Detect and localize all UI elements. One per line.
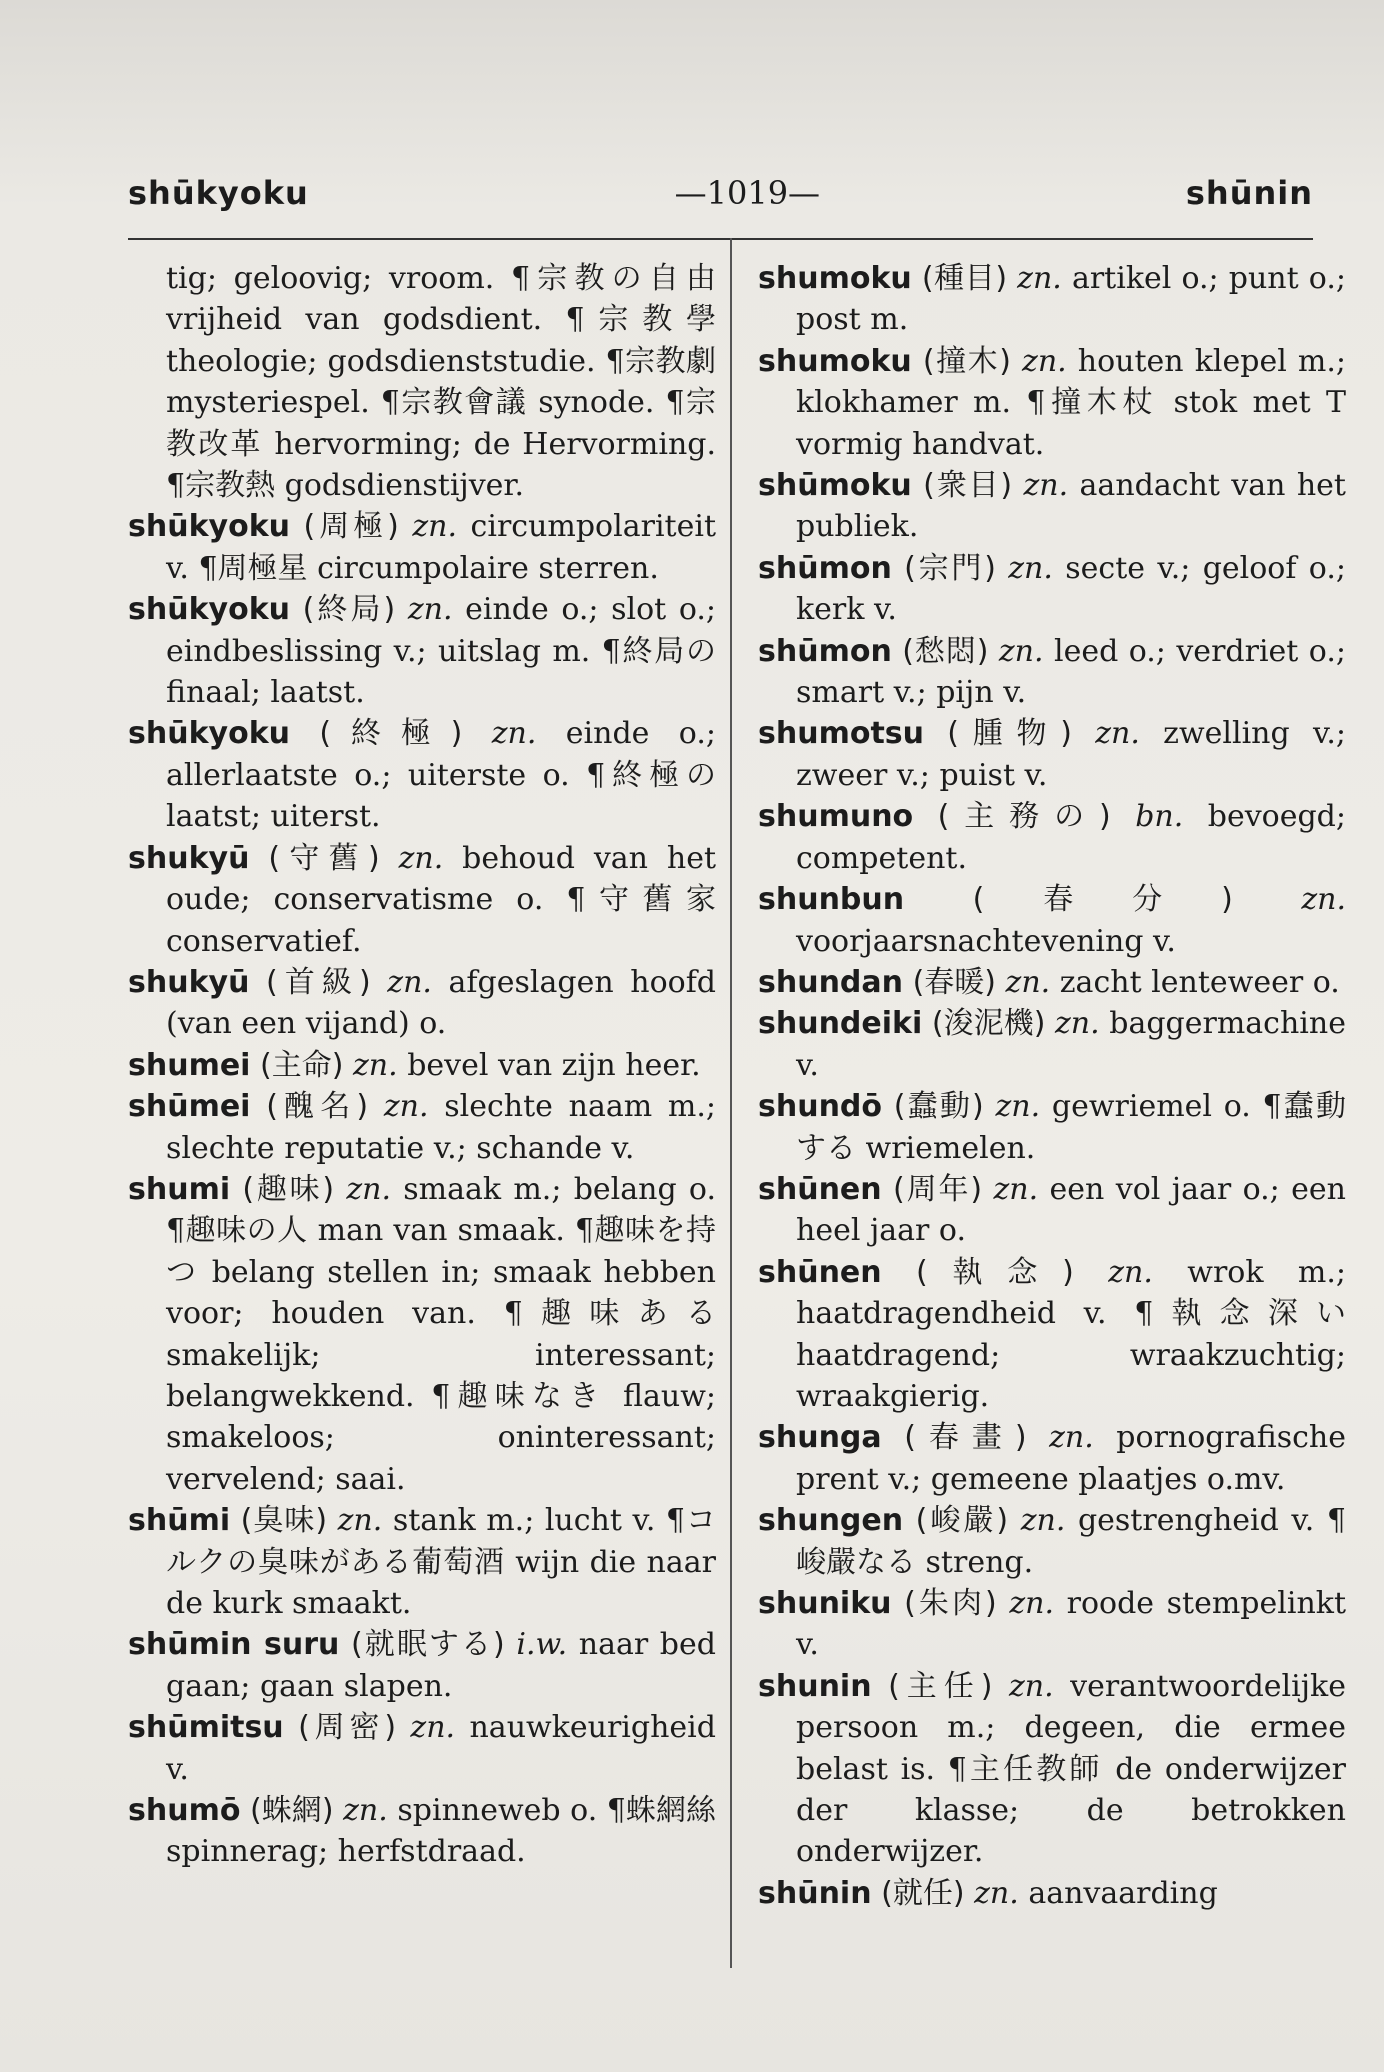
dictionary-entry xyxy=(758,1417,1346,1500)
entry-part-of-speech: zn. xyxy=(343,1793,388,1829)
entry-headword: shumō xyxy=(128,1793,241,1829)
entry-kanji: (就眠する) xyxy=(350,1627,505,1663)
entry-headword: shūnen xyxy=(758,1254,882,1290)
entry-kanji: (就任) xyxy=(881,1875,965,1911)
entry-kanji: (終極) xyxy=(319,716,463,752)
entry-part-of-speech: i.w. xyxy=(516,1627,568,1663)
entry-kanji: (首級) xyxy=(266,964,371,1000)
entry-headword: shūmi xyxy=(128,1503,231,1539)
dictionary-entry xyxy=(128,1045,716,1086)
entry-headword: shumuno xyxy=(758,799,914,835)
entry-kanji: (腫物) xyxy=(947,716,1072,752)
dictionary-entry xyxy=(758,1169,1346,1252)
entry-kanji: (周極) xyxy=(303,509,399,545)
entry-part-of-speech: zn. xyxy=(407,592,453,628)
right-column xyxy=(758,258,1346,1914)
entry-definition: gestrengheid v. ¶峻嚴なる streng. xyxy=(796,1503,1346,1580)
dictionary-entry xyxy=(758,1666,1346,1873)
dictionary-entry xyxy=(758,341,1346,465)
entry-headword: shūmon xyxy=(758,550,892,586)
dictionary-entry xyxy=(128,1086,716,1169)
entry-part-of-speech: zn. xyxy=(998,633,1044,669)
entry-part-of-speech: zn. xyxy=(1301,882,1346,918)
entry-definition: leed o.; verdriet o.; smart v.; pijn v. xyxy=(796,633,1346,711)
entry-part-of-speech: zn. xyxy=(412,509,458,545)
dictionary-entry xyxy=(128,1169,716,1500)
entry-kanji: (朱肉) xyxy=(904,1586,997,1621)
entry-definition: houten klepel m.; klokhamer m. ¶撞木杖 stok met T vormig handvat. xyxy=(796,343,1346,462)
entry-headword: shungen xyxy=(758,1503,904,1539)
dictionary-entry xyxy=(758,1086,1346,1169)
entry-definition: nauwkeurigheid v. xyxy=(166,1710,716,1787)
entry-kanji: (主任) xyxy=(888,1668,993,1704)
dictionary-entry xyxy=(758,1500,1346,1583)
entry-part-of-speech: zn. xyxy=(346,1171,391,1207)
entry-headword: shūkyoku xyxy=(128,509,290,545)
entry-definition: artikel o.; punt o.; post m. xyxy=(796,261,1346,338)
entry-part-of-speech: zn. xyxy=(398,840,444,876)
entry-kanji: (主命) xyxy=(260,1047,344,1083)
entry-kanji: (峻嚴) xyxy=(915,1503,1009,1539)
entry-definition: verantwoordelijke persoon m.; degeen, die ermee belast is. ¶主任教師 de onderwijzer der klasse; de betrokken onderwijzer. xyxy=(796,1668,1346,1870)
entry-definition: stank m.; lucht v. ¶コルクの臭味がある葡萄酒 wijn die naar de kurk smaakt. xyxy=(166,1503,717,1621)
header-rule xyxy=(128,238,1313,240)
entry-part-of-speech: zn. xyxy=(387,964,432,1000)
entry-definition: aandacht van het publiek. xyxy=(796,468,1346,545)
entry-part-of-speech: zn. xyxy=(974,1875,1019,1911)
page-number: —1019— xyxy=(674,174,821,212)
dictionary-entry xyxy=(758,879,1346,962)
entry-definition: bevoegd; competent. xyxy=(796,799,1346,876)
entry-kanji: (愁悶) xyxy=(902,633,989,669)
entry-part-of-speech: zn. xyxy=(993,1171,1039,1207)
dictionary-entry xyxy=(758,465,1346,548)
dictionary-entry xyxy=(758,713,1346,796)
entry-definition: tig; geloovig; vroom. ¶宗教の自由 vrijheid van godsdient. ¶宗教學 theologie; godsdienststudie. ¶宗教劇 mysteriespel. ¶宗教會議 synode. ¶宗教改革 hervorming; de Hervorming. ¶宗教熱 godsdienstijver. xyxy=(166,261,716,504)
dictionary-entry xyxy=(758,1583,1346,1666)
entry-part-of-speech: zn. xyxy=(352,1047,398,1083)
entry-headword: shumei xyxy=(128,1047,251,1083)
page-header xyxy=(128,168,1313,218)
dictionary-entry xyxy=(758,796,1346,879)
entry-definition: zacht lenteweer o. xyxy=(1059,964,1340,1000)
entry-headword: shundō xyxy=(758,1089,883,1125)
entry-headword: shumoku xyxy=(758,261,912,296)
entry-definition: een vol jaar o.; een heel jaar o. xyxy=(796,1171,1346,1249)
entry-definition: behoud van het oude; conservatisme o. ¶守舊家 conservatief. xyxy=(166,840,716,959)
dictionary-entry xyxy=(128,506,716,589)
dictionary-entry xyxy=(758,631,1346,714)
entry-part-of-speech: zn. xyxy=(1005,964,1051,1000)
entry-part-of-speech: zn. xyxy=(491,716,537,752)
entry-headword: shūnin xyxy=(758,1875,872,1911)
dictionary-entry xyxy=(128,1707,716,1790)
entry-headword: shumoku xyxy=(758,343,912,379)
entry-part-of-speech: zn. xyxy=(995,1089,1041,1125)
entry-definition: spinneweb o. ¶蛛網絲 spinnerag; herfstdraad. xyxy=(166,1793,716,1870)
dictionary-entry xyxy=(758,1252,1346,1418)
entry-headword: shūmon xyxy=(758,633,892,669)
entry-part-of-speech: bn. xyxy=(1135,799,1184,835)
entry-headword: shukyū xyxy=(128,964,250,1000)
entry-kanji: (趣味) xyxy=(242,1171,335,1207)
entry-definition: roode stempelinkt v. xyxy=(796,1586,1346,1663)
entry-definition: circumpolariteit v. ¶周極星 circumpolaire sterren. xyxy=(166,509,716,586)
entry-definition: pornografische prent v.; gemeene plaatjes o.mv. xyxy=(796,1420,1346,1497)
dictionary-entry xyxy=(128,1624,716,1707)
right-guide-word: shūnin xyxy=(1185,174,1313,212)
entry-headword: shundeiki xyxy=(758,1006,923,1042)
entry-part-of-speech: zn. xyxy=(1055,1006,1100,1042)
entry-kanji: (宗門) xyxy=(904,550,996,586)
entry-kanji: (種目) xyxy=(921,261,1008,296)
dictionary-entry xyxy=(758,1003,1346,1086)
entry-part-of-speech: zn. xyxy=(410,1710,456,1746)
entry-kanji: (春分) xyxy=(972,882,1233,918)
dictionary-entry xyxy=(128,962,716,1045)
entry-headword: shumi xyxy=(128,1171,231,1207)
left-column xyxy=(128,258,716,1873)
entry-headword: shūkyoku xyxy=(128,592,290,628)
entry-headword: shumotsu xyxy=(758,716,924,752)
entry-part-of-speech: zn. xyxy=(1020,1503,1066,1539)
entry-part-of-speech: zn. xyxy=(1108,1254,1153,1290)
entry-definition: naar bed gaan; gaan slapen. xyxy=(166,1627,716,1704)
entry-kanji: (主務の) xyxy=(937,799,1111,835)
entry-definition: wrok m.; haatdragendheid v. ¶執念深い haatdragend; wraakzuchtig; wraakgierig. xyxy=(796,1254,1346,1414)
entry-definition: voorjaarsnachtevening v. xyxy=(796,923,1176,959)
entry-headword: shūmin suru xyxy=(128,1627,340,1663)
entry-definition: bevel van zijn heer. xyxy=(407,1047,701,1083)
entry-kanji: (蠢動) xyxy=(893,1089,984,1125)
entry-kanji: (執念) xyxy=(916,1254,1074,1290)
entry-kanji: (周年) xyxy=(893,1171,983,1207)
entry-definition: slechte naam m.; slechte reputatie v.; schande v. xyxy=(166,1089,716,1166)
entry-headword: shuniku xyxy=(758,1586,892,1621)
entry-part-of-speech: zn. xyxy=(383,1089,429,1125)
entry-definition: aanvaarding xyxy=(1028,1875,1218,1911)
entry-kanji: (衆目) xyxy=(923,468,1013,504)
dictionary-entry xyxy=(128,258,716,506)
entry-kanji: (臭味) xyxy=(240,1503,328,1539)
entry-part-of-speech: zn. xyxy=(337,1503,383,1539)
entry-part-of-speech: zn. xyxy=(1023,468,1069,504)
entry-definition: afgeslagen hoofd (van een vijand) o. xyxy=(166,964,716,1042)
dictionary-entry xyxy=(758,548,1346,631)
dictionary-entry xyxy=(128,1790,716,1873)
dictionary-entry xyxy=(128,589,716,713)
entry-part-of-speech: zn. xyxy=(1009,1586,1055,1621)
entry-headword: shūmei xyxy=(128,1089,251,1125)
entry-definition: einde o.; allerlaatste o.; uiterste o. ¶終極の laatst; uiterst. xyxy=(166,716,716,835)
entry-headword: shunin xyxy=(758,1668,872,1704)
column-divider xyxy=(730,238,732,1968)
entry-definition: gewriemel o. ¶蠢動する wriemelen. xyxy=(796,1089,1346,1166)
entry-headword: shūnen xyxy=(758,1171,882,1207)
entry-kanji: (守舊) xyxy=(268,840,380,876)
entry-kanji: (撞木) xyxy=(922,343,1011,379)
entry-kanji: (春暖) xyxy=(912,964,996,1000)
dictionary-entry xyxy=(758,258,1346,341)
entry-kanji: (蛛網) xyxy=(250,1793,334,1829)
dictionary-entry xyxy=(128,838,716,962)
entry-headword: shūmoku xyxy=(758,468,912,504)
dictionary-entry xyxy=(128,1500,716,1624)
entry-headword: shūmitsu xyxy=(128,1710,284,1746)
entry-definition: zwelling v.; zweer v.; puist v. xyxy=(796,716,1346,793)
entry-kanji: (終局) xyxy=(302,592,396,628)
entry-definition: baggermachine v. xyxy=(796,1006,1346,1083)
entry-definition: secte v.; geloof o.; kerk v. xyxy=(796,550,1346,628)
entry-headword: shunga xyxy=(758,1420,882,1456)
entry-part-of-speech: zn. xyxy=(1008,550,1053,586)
entry-headword: shukyū xyxy=(128,840,250,876)
entry-part-of-speech: zn. xyxy=(1022,343,1067,379)
entry-kanji: (醜名) xyxy=(266,1089,369,1125)
entry-part-of-speech: zn. xyxy=(1095,716,1140,752)
entry-kanji: (浚泥機) xyxy=(931,1006,1046,1042)
dictionary-entry xyxy=(128,713,716,837)
entry-definition: einde o.; slot o.; eindbeslissing v.; uitslag m. ¶終局の finaal; laatst. xyxy=(166,592,716,711)
entry-headword: shūkyoku xyxy=(128,716,290,752)
entry-headword: shunbun xyxy=(758,882,905,918)
dictionary-entry xyxy=(758,962,1346,1003)
entry-kanji: (春畫) xyxy=(904,1420,1027,1456)
dictionary-entry xyxy=(758,1873,1346,1914)
entry-kanji: (周密) xyxy=(298,1710,397,1746)
entry-definition: smaak m.; belang o. ¶趣味の人 man van smaak. ¶趣味を持つ belang stellen in; smaak hebben voor; houden van. ¶趣味ある smakelijk; interessant; belangwekkend. ¶趣味なき flauw; smakeloos; oninteressant; vervelend; saai. xyxy=(166,1171,716,1497)
entry-part-of-speech: zn. xyxy=(1049,1420,1094,1456)
entry-part-of-speech: zn. xyxy=(1008,1668,1054,1704)
entry-headword: shundan xyxy=(758,964,904,1000)
entry-part-of-speech: zn. xyxy=(1017,261,1062,296)
left-guide-word: shūkyoku xyxy=(128,174,309,212)
